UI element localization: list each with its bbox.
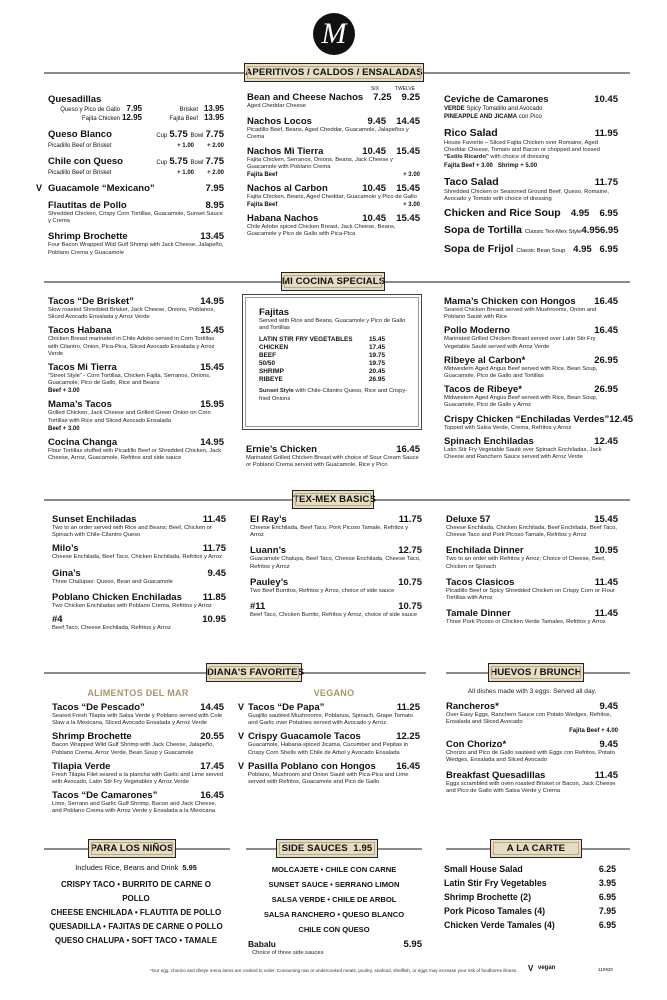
fajita-option: SHRIMP [259, 368, 284, 376]
menu-item: Shrimp Brochette 13.45 Four Bacon Wrapped Wild Gulf Shrimp with Jack Cheese, Jalapeño, Poblano Crema y Guacamole [48, 231, 224, 256]
menu-item: Tacos Clasicos 11.45 Picadillo Beef or Spicy Shredded Chicken on Crispy Corn or Flour Tortillas with Arroz [446, 576, 618, 602]
vegano: VEGANO V Tacos “De Papa” 11.25 Guajillo sautéed Mushrooms, Poblanos, Spinach, Grape Tomato and Garlic over Potatoes served with Avocado y Arroz V Crispy Guacamole Tacos 12.25 Guacamole, Habana-spiced Jicama, Cucumber and Pepitas in Crispy Corn Shells with Chile de Arbol y Avocado Ensalada V Pasilla Poblano con Hongos 16.45 Poblano, Mushroom and Onion Sauté with Pica-Pica and Lime served with Refritos, Guacamole and Pico de Gallo [238, 688, 420, 786]
alimentos-del-mar: ALIMENTOS DEL MAR Tacos “De Pescado” 14.45 Seared Fresh Tilapia with Salsa Verde y Poblano served with Cole Slaw a la Mexicana, Sliced Avocado Ensalada y Arroz Verde Shrimp Brochette 20.55 Bacon Wrapped Wild Gulf Shrimp with Jack Cheese, Jalapeño, Poblano Crema, Arroz Verde, Bean Soup y Guacamole Tilapia Verde 17.45 Fresh Tilapia Filet seared a la plancha with Garlic and Lime served with Avocado, Latin Stir Fry Vegetables y Arroz Verde Tacos “De Camarones” 16.45 Lime, Serrano and Garlic Gulf Shrimp, Bacon and Jack Cheese, and Poblano Crema with Arroz Verde y Ensalada a la Mexicana [52, 688, 224, 815]
menu-item: Gina’s 9.45 Three Chalupas: Queso, Bean and Guacamole [52, 567, 226, 585]
fajita-option: BEEF [259, 352, 277, 360]
menu-item: Tamale Dinner 11.45 Three Pork Picoso or Chicken Verde Tamales, Refritos y Arroz [446, 608, 618, 626]
fajita-price: 20.45 [369, 368, 385, 376]
menu-item: Tilapia Verde 17.45 Fresh Tilapia Filet seared a la plancha with Garlic and Lime served with Avocado, Latin Stir Fry Vegetables y Arroz Verde [52, 760, 224, 786]
section-para-los-ninos: PARA LOS NIÑOS [88, 839, 176, 858]
section-tex-mex: TEX-MEX BASICS [292, 490, 374, 509]
menu-item: Pauley’s 10.75 Two Beef Burritos, Refritos y Arroz, choice of side sauce [250, 576, 422, 594]
menu-item: Ribeye al Carbon* 26.95 Midwestern Aged Angus Beef served with Rice, Bean Soup, Guacamole, Pico de Gallo and Tortillas [444, 354, 618, 380]
menu-code: 110920 [598, 967, 613, 972]
menu-item: Sunset Enchiladas 11.45 Two to an order served with Rice and Beans; Beef, Chicken or Spinach with Chile-Cilantro Queso [52, 514, 226, 539]
kids-menu-row: CHEESE ENCHILADA • FLAUTITA DE POLLO [50, 908, 222, 917]
a-la-carte-list [444, 862, 616, 932]
menu-item: V Tacos “De Papa” 11.25 Guajillo sautéed Mushrooms, Poblanos, Spinach, Grape Tomato and Garlic over Potatoes served with Avocado y Arroz [238, 702, 420, 727]
menu-item: Mama’s Tacos 15.95 Grilled Chicken, Jack Cheese and Grilled Green Onion on Corn Tortillas with Rice and Sliced Avocado Ensalada Beef + 3.00 [48, 399, 224, 432]
fajita-option: LATIN STIR FRY VEGETABLES [259, 336, 353, 344]
cocina-col-1 [48, 296, 224, 466]
item-name: Shrimp Brochette (2) [444, 892, 532, 902]
texmex-col-1 [52, 514, 226, 636]
menu-item: V Pasilla Poblano con Hongos 16.45 Poblano, Mushroom and Onion Sauté with Pica-Pica and Lime served with Refritos, Guacamole and Pico de Gallo [238, 760, 420, 786]
menu-item: Tacos de Ribeye* 26.95 Midwestern Aged Angus Beef served with Rice, Bean Soup, Guacamole, Pico de Gallo y Arroz [444, 384, 618, 409]
menu-item: #11 10.75 Beef Taco, Chicken Burrito, Refritos y Arroz, choice of side sauce [250, 601, 422, 619]
menu-item: V Guacamole “Mexicano” 7.95 [36, 183, 224, 194]
fajitas-price-list [259, 336, 411, 384]
fajita-option: CHICKEN [259, 344, 289, 352]
texmex-col-2 [250, 514, 422, 623]
menu-item: Cocina Changa 14.95 Flour Tortillas stuffed with Picadillo Beef or Shredded Chicken, Jack Cheese, Arroz, Guacamole, Refritos and side sauce [48, 436, 224, 462]
menu-item: Tacos Mi Tierra 15.45 “Street Style” - Corn Tortillas, Chicken Fajita, Serranos, Onions, Guacamole, Pico de Gallo, Rice and Beans Beef + 3.00 [48, 362, 224, 395]
a-la-carte-item [444, 876, 616, 890]
menu-item: V Crispy Guacamole Tacos 12.25 Guacamole, Habana-spiced Jicama, Cucumber and Pepitas in Crispy Corn Shells with Chile de Arbol y Avocado Ensalada [238, 731, 420, 756]
aperitivos-col-1 [36, 94, 224, 261]
a-la-carte-item [444, 890, 616, 904]
item-name: Pork Picoso Tamales (4) [444, 906, 546, 916]
sauce-row: SALSA RANCHERO • QUESO BLANCO [263, 910, 405, 919]
menu-item: Rico Salad 11.95 House Favorite – Sliced Fajita Chicken over Romaine, Aged Cheddar Cheese, Tomato and Bacon or chopped and tossed “Estilo Ricardo” with choice of dressing Fajita Beef + 3.00 Shrimp + 5.00 [444, 127, 618, 169]
fajita-option: RIBEYE [259, 376, 283, 384]
cocina-col-3 [444, 296, 634, 465]
fajita-price: 15.45 [369, 336, 385, 344]
menu-item: Habana Nachos 10.45 15.45 Chile Adobo spiced Chicken Breast, Jack Cheese, Beans, Guacamole y Pico de Gallo with Pica-Pica [247, 213, 420, 238]
section-a-la-carte: A LA CARTE [490, 839, 582, 858]
vegan-icon: V [238, 731, 245, 742]
aperitivos-col-2: SIX TWELVE Bean and Cheese Nachos 7.25 9.25 Aged Cheddar Cheese Nachos Locos 9.45 14.45 Picadillo Beef, Beans, Aged Cheddar, Guacamole, Jalapeños y Crema Nachos Mi Tierra 10.45 15.45 Fajita Chicken, Serranos, Onions, Beans, Jack Cheese y Guacamole with Poblano Crema Fajita Beef + 3.00 Nachos al Carbon 10.45 15.45 Fajita Chicken, Beans, Aged Cheddar, Guacamole y Pico de Gallo Fajita Beef + 3.00 Habana Nachos 10.45 15.45 Chile Adobo spiced Chicken Breast, Jack Cheese, Beans, Guacamole y Pico de Gallo with Pica-Pica [247, 86, 420, 238]
sauce-row: SALSA VERDE • CHILE DE ARBOL [271, 895, 397, 904]
menu-item: Taco Salad 11.75 Shredded Chicken or Seasoned Ground Beef, Queso, Romaine, Avocado y Tomato with choice of dressing [444, 175, 618, 202]
a-la-carte-item [444, 918, 616, 932]
menu-item: Breakfast Quesadillas 11.45 Eggs scrambled with oven roasted Brisket or Bacon, Jack Cheese and Pico de Gallo with Salsa Verde y Crema [446, 770, 618, 795]
menu-item: Luann’s 12.75 Guacamole Chalupa, Beef Taco, Cheese Enchilada, Cheese Taco, Refritos y Arroz [250, 545, 422, 570]
ernies-chicken: Ernie’s Chicken 16.45 Marinated Grilled Chicken Breast with choice of Sour Cream Sauce or Poblano Crema served with Guacamole, Rice y Pico [246, 444, 420, 469]
fajita-price-row [259, 376, 411, 384]
menu-item: Tacos “De Pescado” 14.45 Seared Fresh Tilapia with Salsa Verde y Poblano served with Cole Slaw a la Mexicana, Sliced Avocado Ensalada y Arroz Verde [52, 702, 224, 727]
fajitas-box: Fajitas Served with Rice and Beans, Guacamole y Pico de Gallo and Tortillas LATIN STIR FRY VEGETABLES 15.45 CHICKEN 17.45 BEEF 19.75 50/50 19.75 SHRIMP 20.45 RIBEYE 26.95 Sunset Style with Chile-Cilantro Queso, Rice and Crispy-fried Onions [242, 294, 422, 430]
item-price: 6.95 [598, 892, 616, 902]
menu-item: Tacos “De Brisket” 14.95 Slow roasted Shredded Brisket, Jack Cheese, Onions, Poblanos, Sliced Avocado Ensalada y Arroz Verde [48, 296, 224, 321]
fajita-price-row [259, 344, 411, 352]
menu-item: Tacos Habana 15.45 Chicken Breast marinated in Chile Adobo served in Corn Tortillas with Cilantro, Onion, Pica-Pica, Sliced Avocado Ensalada y Arroz Verde [48, 325, 224, 357]
fajita-price-row [259, 368, 411, 376]
a-la-carte-item [444, 904, 616, 918]
section-side-sauces: SIDE SAUCES 1.95 [276, 839, 378, 858]
fajita-price: 19.75 [369, 360, 385, 368]
fajita-price: 17.45 [369, 344, 385, 352]
menu-item: Milo’s 11.75 Cheese Enchilada, Beef Taco, Chicken Enchilada, Refritos y Arroz [52, 543, 226, 561]
fajita-price-row [259, 360, 411, 368]
menu-item: #4 10.95 Beef Taco, Cheese Enchilada, Refritos y Arroz [52, 614, 226, 632]
menu-item: Nachos Mi Tierra 10.45 15.45 Fajita Chicken, Serranos, Onions, Beans, Jack Cheese y Guacamole with Poblano Crema Fajita Beef + 3.00 [247, 145, 420, 179]
vegan-icon: V [238, 702, 245, 712]
section-dianas-favorites: DIANA'S FAVORITES [206, 663, 302, 682]
menu-item: Con Chorizo* 9.45 Chorizo and Pico de Gallo sautéed with Eggs con Refritos, Potato Wedges, Ensalada and Sliced Avocado [446, 738, 618, 763]
menu-item: Tacos “De Camarones” 16.45 Lime, Serrano and Garlic Gulf Shrimp, Bacon and Jack Cheese, and Poblano Crema with Arroz Verde y Ensalada a la Mexicana [52, 790, 224, 815]
fajita-price-row [259, 352, 411, 360]
kids-menu-row: CRISPY TACO • BURRITO DE CARNE O POLLO [61, 880, 211, 903]
menu-item: Quesadillas Queso y Pico de Gallo 7.95 Brisket 13.95 Fajita Chicken 12.95 Fajita Beef 13.95 [48, 94, 224, 122]
item-price: 7.95 [598, 906, 616, 916]
item-name: Quesadillas [48, 94, 102, 105]
menu-item: Deluxe 57 15.45 Cheese Enchilada, Chicken Enchilada, Beef Enchilada, Beef Taco, Cheese Taco and Pork Picoso Tamale, Refritos y Arroz [446, 514, 618, 539]
sauce-row: MOLCAJETE • CHILE CON CARNE [271, 865, 397, 874]
vegan-icon: V [36, 183, 43, 193]
vegan-legend: vegan [538, 965, 556, 971]
section-huevos-brunch: HUEVOS / BRUNCH [488, 663, 584, 682]
sauces-list: MOLCAJETE • CHILE CON CARNE SUNSET SAUCE • SERRANO LIMON SALSA VERDE • CHILE DE ARBOL SALSA RANCHERO • QUESO BLANCO CHILE CON QUESO Babalu 5.95 Choice of three side sauces [246, 862, 422, 957]
fajita-price: 26.95 [369, 376, 385, 384]
fajita-option: 50/50 [259, 360, 275, 368]
huevos-brunch: All dishes made with 3 eggs. Served all day. Rancheros* 9.45 Over Easy Eggs, Ranchero Sauce con Potato Wedges, Refritos, Ensalada and Sliced Avocado Fajita Beef + 4.00 Con Chorizo* 9.45 Chorizo and Pico de Gallo sautéed with Eggs con Refritos, Potato Wedges, Ensalada and Sliced Avocado Breakfast Quesadillas 11.45 Eggs scrambled with oven roasted Brisket or Bacon, Jack Cheese and Pico de Gallo with Salsa Verde y Crema [446, 688, 618, 795]
menu-item: Chicken and Rice Soup 4.95 6.95 [444, 207, 618, 220]
menu-item: Sopa de Frijol Classic Bean Soup 4.95 6.95 [444, 243, 618, 256]
footer-disclaimer: *Our egg, chorizo and ribeye menu items are cooked to order. Consuming raw or undercooked meats, poultry, seafood, shellfish, or eggs may increase your risk of foodborne illness. [150, 968, 518, 973]
a-la-carte-item [444, 862, 616, 876]
menu-item: Mama’s Chicken con Hongos 16.45 Seared Chicken Breast served with Mushrooms, Onion and Poblano Sauté with Rice [444, 296, 618, 321]
menu-item: Shrimp Brochette 20.55 Bacon Wrapped Wild Gulf Shrimp with Jack Cheese, Jalapeño, Poblano Crema, Arroz Verde, Bean Soup y Guacamole [52, 731, 224, 756]
menu-item: Crispy Chicken “Enchiladas Verdes” 12.45 Topped with Salsa Verde, Crema, Refritos y Arroz [444, 413, 634, 431]
sauce-row: SUNSET SAUCE • SERRANO LIMON [268, 880, 400, 889]
menu-item: Enchilada Dinner 10.95 Two to an order with Refritos y Arroz; Choice of Cheese, Beef, Chicken or Spinach [446, 545, 618, 570]
ninos-list: Includes Rice, Beans and Drink 5.95 CRISPY TACO • BURRITO DE CARNE O POLLO CHEESE ENCHILADA • FLAUTITA DE POLLO QUESADILLA • FAJITAS DE CARNE O POLLO QUESO CHALUPA • SOFT TACO • TAMALE [48, 864, 224, 948]
kids-menu-row: QUESO CHALUPA • SOFT TACO • TAMALE [54, 936, 218, 945]
menu-item: Poblano Chicken Enchiladas 11.85 Two Chicken Enchiladas with Poblano Crema, Refritos y Arroz [52, 591, 226, 609]
menu-item: Pollo Moderno 16.45 Marinated Grilled Chicken Breast served over Latin Stir Fry Vegetable Sauté served with Arroz Verde [444, 325, 618, 350]
sauce-row: CHILE CON QUESO [298, 925, 370, 934]
item-name: Chicken Verde Tamales (4) [444, 920, 555, 930]
restaurant-logo: M [313, 13, 355, 55]
kids-menu-row: QUESADILLA • FAJITAS DE CARNE O POLLO [49, 922, 223, 931]
texmex-col-3 [446, 514, 618, 630]
menu-item: Nachos Locos 9.45 14.45 Picadillo Beef, Beans, Aged Cheddar, Guacamole, Jalapeños y Crema [247, 116, 420, 141]
menu-item: Queso Blanco Cup 5.75 Bowl 7.75 Picadillo Beef or Brisket + 1.00 + 2.00 [48, 129, 224, 149]
vegan-icon: V [238, 760, 245, 771]
item-name: Latin Stir Fry Vegetables [444, 878, 547, 888]
menu-item: Sopa de Tortilla Classic Tex-Mex Style 4.95 6.95 [444, 224, 619, 237]
menu-item: Nachos al Carbon 10.45 15.45 Fajita Chicken, Beans, Aged Cheddar, Guacamole y Pico de Gallo Fajita Beef + 3.00 [247, 183, 420, 209]
menu-item: Ceviche de Camarones 10.45 VERDE Spicy Tomatillo and Avocado PINEAPPLE AND JICAMA con Pico [444, 94, 618, 120]
item-price: 6.25 [598, 864, 616, 874]
menu-item: El Ray’s 11.75 Cheese Enchilada, Beef Taco, Pork Picoso Tamale, Refritos y Arroz [250, 514, 422, 539]
item-price: 6.95 [598, 920, 616, 930]
vegan-icon: V [528, 964, 534, 973]
menu-item: Flautitas de Pollo 8.95 Shredded Chicken, Crispy Corn Tortillas, Guacamole, Sunset Sauce y Crema [48, 200, 224, 225]
item-price: 3.95 [598, 878, 616, 888]
section-mi-cocina: MI COCINA SPECIALS [281, 272, 385, 291]
menu-item: Bean and Cheese Nachos 7.25 9.25 Aged Cheddar Cheese [247, 92, 420, 109]
menu-item: Rancheros* 9.45 Over Easy Eggs, Ranchero Sauce con Potato Wedges, Refritos, Ensalada and Sliced Avocado Fajita Beef + 4.00 [446, 701, 618, 734]
aperitivos-col-3 [444, 94, 618, 262]
menu-item: Chile con Queso Cup 5.75 Bowl 7.75 Picadillo Beef or Brisket + 1.00 + 2.00 [48, 156, 224, 176]
item-name: Small House Salad [444, 864, 523, 874]
menu-item: Spinach Enchiladas 12.45 Latin Stir Fry Vegetable Sauté over Spinach Enchiladas, Jack Cheese and Ranchero Sauce served with Arroz Verde [444, 435, 618, 461]
fajita-price-row [259, 336, 411, 344]
fajita-price: 19.75 [369, 352, 385, 360]
section-aperitivos: APERITIVOS / CALDOS / ENSALADAS [244, 63, 424, 82]
